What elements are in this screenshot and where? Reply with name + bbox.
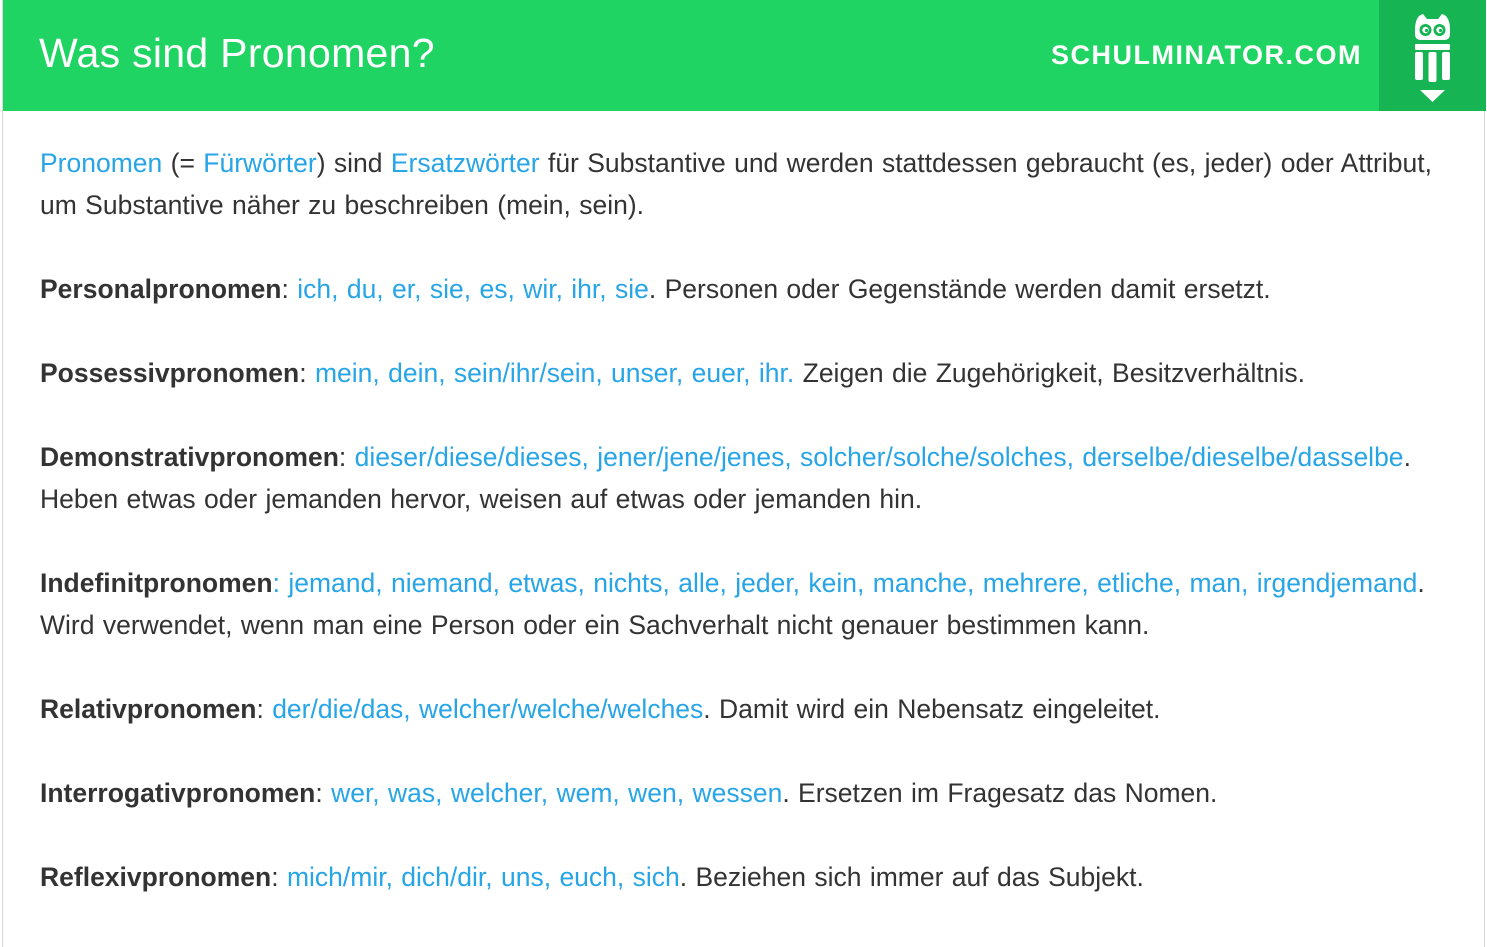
header-bar xyxy=(3,0,1486,111)
logo[interactable] xyxy=(1379,0,1486,111)
intro-term-ersatzwoerter: Ersatzwörter xyxy=(390,148,540,178)
entry-description: . Ersetzen im Fragesatz das Nomen. xyxy=(782,778,1218,808)
entry-separator: : xyxy=(299,358,315,388)
info-card xyxy=(2,0,1485,947)
intro-paragraph xyxy=(40,142,1460,226)
page-title: Was sind Pronomen? xyxy=(39,30,435,76)
entry-examples: ich, du, er, sie, es, wir, ihr, sie xyxy=(297,274,649,304)
entry-examples: dieser/diese/dieses, jener/jene/jenes, solcher/solche/solches, derselbe/dieselbe/dasselbe xyxy=(354,442,1404,472)
entry-separator: : xyxy=(315,778,332,808)
entry-description: . Heben etwas oder jemanden hervor, weisen auf etwas oder jemanden hin. xyxy=(40,442,1411,514)
entry-term: Demonstrativpronomen xyxy=(40,442,339,472)
entry-term: Indefinitpronomen xyxy=(40,568,273,598)
entry-description: . Beziehen sich immer auf das Subjekt. xyxy=(679,862,1144,892)
entry-personalpronomen xyxy=(40,268,1460,310)
intro-text: für Substantive und werden stattdessen gebraucht (es, jeder) oder Attribut, um Substantive näher zu beschreiben (mein, sein). xyxy=(40,148,1432,220)
entry-demonstrativpronomen xyxy=(40,436,1460,520)
intro-text: (= xyxy=(162,148,204,178)
entry-term: Relativpronomen xyxy=(40,694,257,724)
entry-term: Personalpronomen xyxy=(40,274,282,304)
entry-examples: : jemand, niemand, etwas, nichts, alle, jeder, kein, manche, mehrere, etliche, man, irgendjemand xyxy=(272,568,1418,598)
intro-text: ) sind xyxy=(316,148,391,178)
entry-separator: : xyxy=(281,274,298,304)
entry-examples: mein, dein, sein/ihr/sein, unser, euer, ihr. xyxy=(314,358,795,388)
entry-relativpronomen xyxy=(40,688,1460,730)
entry-reflexivpronomen xyxy=(40,856,1460,898)
content xyxy=(40,142,1460,940)
entry-separator: : xyxy=(256,694,273,724)
entry-separator: : xyxy=(338,442,355,472)
entry-description: . Personen oder Gegenstände werden damit ersetzt. xyxy=(648,274,1271,304)
intro-term-pronomen: Pronomen xyxy=(40,148,163,178)
entry-possessivpronomen xyxy=(40,352,1460,394)
entry-term: Reflexivpronomen xyxy=(40,862,272,892)
entry-term: Interrogativpronomen xyxy=(40,778,316,808)
site-name[interactable]: SCHULMINATOR.COM xyxy=(1051,40,1362,70)
entry-description: . Wird verwendet, wenn man eine Person oder ein Sachverhalt nicht genauer bestimmen kann. xyxy=(40,568,1425,640)
entry-examples: mich/mir, dich/dir, uns, euch, sich xyxy=(286,862,680,892)
entry-examples: der/die/das, welcher/welche/welches xyxy=(272,694,704,724)
entry-indefinitpronomen xyxy=(40,562,1460,646)
entry-term: Possessivpronomen xyxy=(40,358,300,388)
entry-description: . Damit wird ein Nebensatz eingeleitet. xyxy=(703,694,1161,724)
entry-interrogativpronomen xyxy=(40,772,1460,814)
entry-description: Zeigen die Zugehörigkeit, Besitzverhältnis. xyxy=(794,358,1305,388)
entry-examples: wer, was, welcher, wem, wen, wessen xyxy=(331,778,783,808)
entry-separator: : xyxy=(271,862,287,892)
owl-pencil-logo-icon xyxy=(1379,0,1486,111)
intro-term-fuerwoerter: Fürwörter xyxy=(203,148,317,178)
